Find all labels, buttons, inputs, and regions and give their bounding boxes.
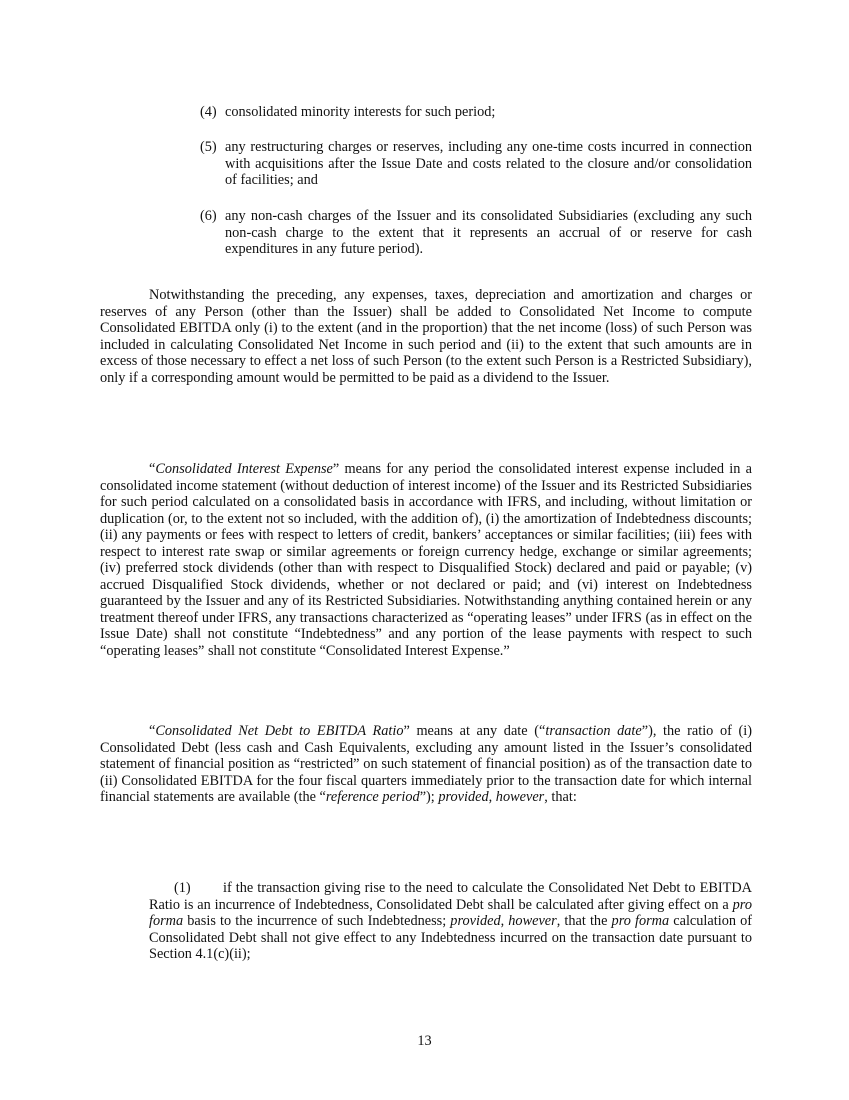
sub-item-text: if the transaction giving rise to the need to calculate the Consolidated Net Debt to EBITDA Ratio is an incurrence of Indebtedness, Consolidated Debt shall be calculated after giving effect on a	[149, 880, 752, 913]
defined-term: Consolidated Net Debt to EBITDA Ratio	[155, 723, 404, 739]
emphasis: however	[495, 789, 545, 805]
definition-consolidated-interest-expense	[100, 461, 752, 659]
sub-item-1	[149, 880, 752, 963]
emphasis: pro forma	[611, 913, 670, 929]
defined-term: transaction date	[545, 723, 642, 739]
definition-text: , that:	[544, 789, 577, 805]
page-number: 13	[417, 1033, 432, 1049]
definition-consolidated-net-debt-ratio	[100, 723, 752, 806]
definition-text: ”), the ratio of (i) Consolidated Debt (less cash and Cash Equivalents, excluding any amount listed in the Issuer’s consolidated statement of financial position as “restricted” on such statement of financial position) as of the transaction date to (ii) Consolidated EBITDA for the four fiscal quarters immediately prior to the transaction date for which internal financial statements are available (the “	[100, 723, 752, 805]
quote-mark: “	[149, 723, 156, 739]
emphasis: provided	[450, 913, 501, 929]
definition-text: ”);	[419, 789, 439, 805]
list-item-number: (4)	[200, 104, 217, 120]
sub-item-text: ,	[500, 913, 509, 929]
list-item-number: (5)	[200, 139, 217, 155]
list-item-4	[200, 104, 752, 121]
list-item-5	[200, 139, 752, 189]
sub-item-text: calculation of Consolidated Debt shall not give effect to any Indebtedness incurred on the transaction date pursuant to Section 4.1(c)(ii);	[149, 913, 753, 962]
definition-body: ” means for any period the consolidated interest expense included in a consolidated income statement (without deduction of interest income) of the Issuer and its Restricted Subsidiaries for such period calculated on a consolidated basis in accordance with IFRS, and including, without limitation or duplication (or, to the extent not so included, with the addition of), (i) the amortization of Indebtedness discounts; (ii) any payments or fees with respect to letters of credit, bankers’ acceptances or similar facilities; (iii) fees with respect to interest rate swap or similar agreements or foreign currency hedge, exchange or similar agreements; (iv) preferred stock dividends (other than with respect to Disqualified Stock) declared and paid or payable; (v) accrued Disqualified Stock dividends, whether or not declared or paid; and (vi) interest on Indebtedness guaranteed by the Issuer and any of its Restricted Subsidiaries. Notwithstanding anything contained herein or any treatment thereof under IFRS, any transactions characterized as “operating leases” under IFRS (as in effect on the Issue Date) shall not constitute “Indebtedness” and any portion of the lease payments with respect to such “operating leases” shall not constitute “Consolidated Interest Expense.”	[100, 461, 752, 659]
emphasis: provided	[438, 789, 489, 805]
emphasis: pro forma	[149, 896, 752, 929]
defined-term: reference period	[325, 789, 420, 805]
sub-item-text: , that the	[556, 913, 612, 929]
list-item-number: (6)	[200, 208, 217, 224]
list-item-text: any non-cash charges of the Issuer and its consolidated Subsidiaries (excluding any such non-cash charge to the extent that it represents an accrual of or reserve for cash expenditures in any future period).	[225, 208, 752, 257]
list-item-text: consolidated minority interests for such period;	[225, 104, 496, 120]
defined-term: Consolidated Interest Expense	[155, 461, 333, 477]
sub-item-text: basis to the incurrence of such Indebtedness;	[183, 913, 451, 929]
definition-text: ” means at any date (“	[403, 723, 546, 739]
emphasis: however	[508, 913, 557, 929]
list-item-6	[200, 208, 752, 258]
definition-text: ,	[488, 789, 496, 805]
sub-item-number: (1)	[174, 880, 191, 896]
paragraph-notwithstanding: Notwithstanding the preceding, any expenses, taxes, depreciation and amortization and charges or reserves of any Person (other than the Issuer) shall be added to Consolidated Net Income to compute Consolidated EBITDA only (i) to the extent (and in the proportion) that the net income (loss) of such Person was included in calculating Consolidated Net Income in such period and (ii) to the extent that such amounts are in excess of those necessary to effect a net loss of such Person (to the extent such Person is a Restricted Subsidiary), only if a corresponding amount would be permitted to be paid as a dividend to the Issuer.	[100, 287, 752, 386]
list-item-text: any restructuring charges or reserves, including any one-time costs incurred in connection with acquisitions after the Issue Date and costs related to the closure and/or consolidation of facilities; and	[225, 139, 752, 188]
quote-mark: “	[149, 461, 156, 477]
